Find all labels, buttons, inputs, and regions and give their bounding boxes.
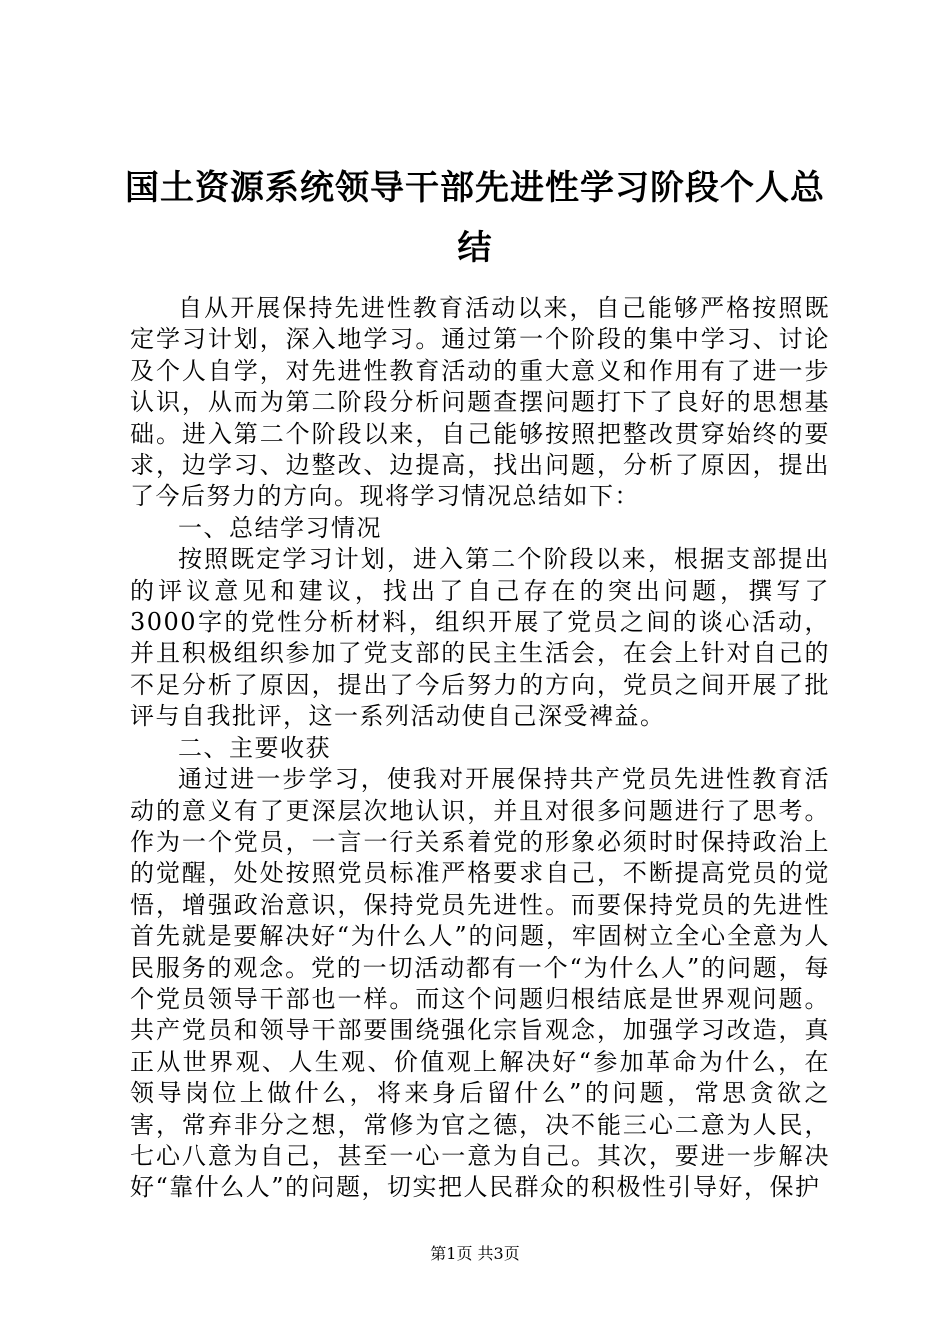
- intro-paragraph: 自从开展保持先进性教育活动以来，自己能够严格按照既定学习计划，深入地学习。通过第一个阶段的集中学习、讨论及个人自学，对先进性教育活动的重大意义和作用有了进一步认识，从而为第二阶段分析问题查摆问题打下了良好的思想基础。进入第二个阶段以来，自己能够按照把整改贯穿始终的要求，边学习、边整改、边提高，找出问题，分析了原因，提出了今后努力的方向。现将学习情况总结如下：: [130, 294, 830, 511]
- page-footer: 第1页 共3页: [430, 1244, 520, 1263]
- section-heading-1: 一、总结学习情况: [178, 513, 382, 542]
- document-title: 国土资源系统领导干部先进性学习阶段个人总结: [125, 168, 825, 268]
- document-body: [130, 293, 830, 1204]
- section-heading-2: 二、主要收获: [178, 733, 331, 762]
- section-2-paragraph: 通过进一步学习，使我对开展保持共产党员先进性教育活动的意义有了更深层次地认识，并且对很多问题进行了思考。作为一个党员，一言一行关系着党的形象必须时时保持政治上的觉醒，处处按照党员标准严格要求自己，不断提高党员的觉悟，增强政治意识，保持党员先进性。而要保持党员的先进性首先就是要解决好“为什么人”的问题，牢固树立全心全意为人民服务的观念。党的一切活动都有一个“为什么人”的问题，每个党员领导干部也一样。而这个问题归根结底是世界观问题。共产党员和领导干部要围绕强化宗旨观念，加强学习改造，真正从世界观、人生观、价值观上解决好“参加革命为什么，在领导岗位上做什么，将来身后留什么”的问题，常思贪欲之害，常弃非分之想，常修为官之德，决不能三心二意为人民，七心八意为自己，甚至一心一意为自己。其次，要进一步解决好“靠什么人”的问题，切实把人民群众的积极性引导好，保护: [130, 765, 830, 1202]
- section-1-paragraph: 按照既定学习计划，进入第二个阶段以来，根据支部提出的评议意见和建议，找出了自己存在的突出问题，撰写了3000字的党性分析材料，组织开展了党员之间的谈心活动，并且积极组织参加了党支部的民主生活会，在会上针对自己的不足分析了原因，提出了今后努力的方向，党员之间开展了批评与自我批评，这一系列活动使自己深受裨益。: [130, 545, 830, 731]
